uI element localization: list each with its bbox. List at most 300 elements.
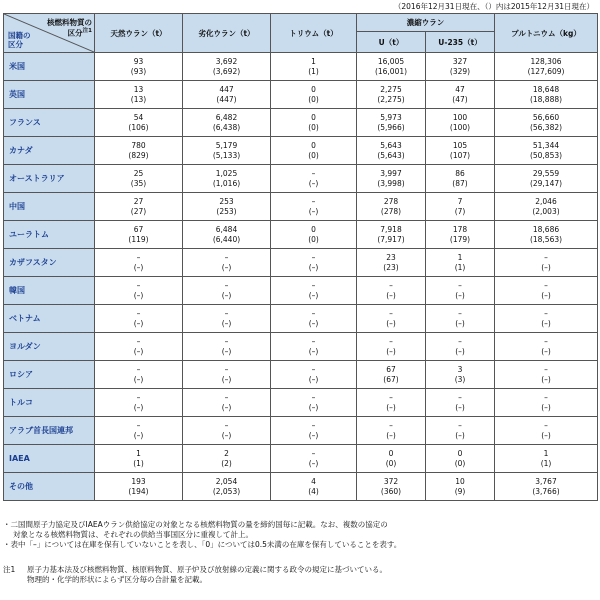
country-division-label: 国籍の 区分 (8, 31, 31, 49)
cell-plutonium (495, 109, 598, 137)
value-2015: (–) (133, 346, 144, 356)
value-2015: (–) (386, 430, 396, 440)
value-2016: 0 (388, 449, 394, 458)
value-2016: – (458, 309, 462, 318)
cell-u (357, 53, 426, 81)
note-1-label: 注1 (3, 565, 16, 574)
value-2015: (18,888) (529, 94, 563, 104)
value-2015: (4) (308, 486, 319, 496)
col-thorium: トリウム（t） (271, 14, 357, 53)
value-2016: 4 (311, 477, 316, 486)
value-2016: – (311, 309, 316, 318)
value-2016: – (311, 393, 316, 402)
value-2015: (1) (540, 458, 552, 468)
value-2016: 51,344 (532, 141, 560, 150)
cell-u (357, 221, 426, 249)
value-2016: – (544, 365, 548, 374)
cell-thorium (271, 445, 357, 473)
value-2015: (–) (541, 402, 551, 412)
value-2015: (179) (449, 234, 471, 244)
value-2016: 100 (452, 113, 468, 122)
table-row (4, 137, 598, 165)
table-row (4, 473, 598, 501)
value-2015: (56,382) (529, 122, 563, 132)
value-2015: (–) (541, 290, 551, 300)
cell-plutonium (495, 165, 598, 193)
value-2016: 0 (457, 449, 463, 458)
value-2016: 193 (131, 477, 146, 486)
cell-plutonium (495, 249, 598, 277)
cell-u235 (426, 249, 495, 277)
value-2016: – (136, 253, 141, 262)
row-country-label: アラブ首長国連邦 (4, 417, 95, 445)
value-2015: (–) (386, 346, 396, 356)
cell-u (357, 445, 426, 473)
value-2016: – (311, 253, 316, 262)
value-2016: – (458, 281, 462, 290)
value-2015: (–) (455, 318, 465, 328)
value-2015: (1,016) (212, 178, 241, 188)
row-country-label: 米国 (4, 53, 95, 81)
cell-depleted-uranium (183, 81, 271, 109)
row-country-label: ロシア (4, 361, 95, 389)
value-2016: – (458, 421, 462, 430)
cell-u235 (426, 109, 495, 137)
value-2015: (119) (128, 234, 149, 244)
cell-u235 (426, 81, 495, 109)
cell-natural-uranium (95, 445, 183, 473)
row-country-label: ベトナム (4, 305, 95, 333)
value-2015: (1) (454, 262, 466, 272)
value-2015: (447) (216, 94, 237, 104)
cell-u235 (426, 305, 495, 333)
value-2016: 327 (452, 57, 468, 66)
cell-plutonium (495, 193, 598, 221)
value-2015: (93) (130, 66, 147, 76)
value-2016: 67 (386, 365, 396, 374)
cell-natural-uranium (95, 361, 183, 389)
value-2016: – (136, 309, 141, 318)
cell-u235 (426, 333, 495, 361)
value-2015: (–) (308, 374, 319, 384)
value-2015: (6,440) (212, 234, 241, 244)
cell-thorium (271, 249, 357, 277)
table-row (4, 305, 598, 333)
value-2016: 0 (311, 225, 316, 234)
value-2015: (–) (221, 374, 232, 384)
cell-thorium (271, 305, 357, 333)
value-2015: (–) (386, 318, 396, 328)
value-2015: (–) (133, 374, 144, 384)
value-2015: (47) (452, 94, 468, 104)
cell-u (357, 389, 426, 417)
value-2015: (0) (308, 234, 319, 244)
value-2015: (2,053) (212, 486, 241, 496)
cell-thorium (271, 389, 357, 417)
cell-thorium (271, 109, 357, 137)
value-2016: 105 (452, 141, 468, 150)
cell-thorium (271, 417, 357, 445)
cell-depleted-uranium (183, 277, 271, 305)
cell-depleted-uranium (183, 417, 271, 445)
cell-thorium (271, 137, 357, 165)
value-2015: (18,563) (529, 234, 563, 244)
cell-u (357, 277, 426, 305)
value-2015: (829) (128, 150, 149, 160)
value-2015: (35) (130, 178, 147, 188)
table-row (4, 193, 598, 221)
value-2015: (360) (380, 486, 402, 496)
value-2015: (–) (386, 402, 396, 412)
table-row (4, 165, 598, 193)
value-2016: 1 (311, 57, 316, 66)
value-2016: – (224, 365, 229, 374)
cell-natural-uranium (95, 81, 183, 109)
value-2016: 56,660 (532, 113, 560, 122)
value-2016: 0 (311, 141, 316, 150)
value-2016: 7,918 (380, 225, 402, 234)
cell-u235 (426, 221, 495, 249)
cell-u235 (426, 277, 495, 305)
value-2016: 278 (383, 197, 399, 206)
row-country-label: 韓国 (4, 277, 95, 305)
value-2015: (2,003) (532, 206, 560, 216)
table-caption: （2016年12月31日現在、（）内は2015年12月31日現在） (393, 2, 594, 11)
cell-thorium (271, 473, 357, 501)
cell-depleted-uranium (183, 305, 271, 333)
value-2015: (1) (308, 66, 319, 76)
value-2015: (–) (308, 430, 319, 440)
cell-depleted-uranium (183, 193, 271, 221)
value-2016: 6,482 (215, 113, 238, 122)
value-2016: – (458, 337, 462, 346)
value-2016: – (136, 281, 141, 290)
col-depleted-uranium: 劣化ウラン（t） (183, 14, 271, 53)
value-2015: (0) (454, 458, 466, 468)
col-plutonium: プルトニウム（kg） (495, 14, 598, 53)
cell-depleted-uranium (183, 361, 271, 389)
cell-thorium (271, 165, 357, 193)
value-2015: (5,643) (377, 150, 405, 160)
cell-u (357, 137, 426, 165)
col-natural-uranium: 天然ウラン（t） (95, 14, 183, 53)
value-2015: (2) (221, 458, 232, 468)
cell-natural-uranium (95, 221, 183, 249)
value-2016: – (311, 281, 316, 290)
table-row (4, 417, 598, 445)
cell-plutonium (495, 361, 598, 389)
cell-u235 (426, 137, 495, 165)
value-2015: (50,853) (529, 150, 563, 160)
cell-depleted-uranium (183, 165, 271, 193)
value-2016: – (458, 393, 462, 402)
table-row (4, 109, 598, 137)
table-row (4, 389, 598, 417)
cell-natural-uranium (95, 473, 183, 501)
value-2016: 7 (457, 197, 463, 206)
table-row (4, 249, 598, 277)
value-2015: (–) (455, 290, 465, 300)
cell-u (357, 193, 426, 221)
col-enriched-uranium: 濃縮ウラン (357, 14, 495, 32)
value-2015: (–) (308, 458, 319, 468)
value-2016: 23 (386, 253, 396, 262)
cell-plutonium (495, 221, 598, 249)
value-2015: (3) (454, 374, 466, 384)
value-2016: 3,767 (535, 477, 557, 486)
value-2016: – (544, 393, 548, 402)
value-2016: – (224, 281, 229, 290)
value-2016: 6,484 (215, 225, 238, 234)
note-mark: 注1 (82, 28, 92, 34)
row-country-label: 中国 (4, 193, 95, 221)
table-row (4, 81, 598, 109)
value-2015: (–) (308, 318, 319, 328)
cell-depleted-uranium (183, 249, 271, 277)
cell-u235 (426, 53, 495, 81)
cell-thorium (271, 53, 357, 81)
cell-thorium (271, 277, 357, 305)
value-2016: 5,643 (380, 141, 402, 150)
value-2015: (0) (385, 458, 397, 468)
table-row (4, 445, 598, 473)
note-bullet-1-cont: 対象となる核燃料物質は、それぞれの供給当事国区分に重複して計上。 (13, 530, 253, 539)
value-2016: 29,559 (532, 169, 560, 178)
value-2015: (16,001) (374, 66, 408, 76)
note-1 (3, 565, 597, 575)
value-2015: (–) (133, 262, 144, 272)
cell-natural-uranium (95, 389, 183, 417)
table-row (4, 53, 598, 81)
value-2015: (2,275) (377, 94, 405, 104)
row-country-label: オーストラリア (4, 165, 95, 193)
header-corner-cell (4, 14, 95, 53)
value-2016: 3,692 (215, 57, 238, 66)
value-2016: – (389, 393, 393, 402)
value-2016: – (389, 281, 393, 290)
value-2016: 253 (219, 197, 234, 206)
value-2015: (100) (449, 122, 471, 132)
value-2016: – (311, 197, 316, 206)
value-2016: 1 (543, 449, 549, 458)
value-2015: (13) (130, 94, 147, 104)
cell-u235 (426, 445, 495, 473)
value-2015: (–) (541, 430, 551, 440)
cell-natural-uranium (95, 193, 183, 221)
value-2015: (–) (133, 318, 144, 328)
cell-u (357, 361, 426, 389)
cell-depleted-uranium (183, 221, 271, 249)
value-2016: – (224, 393, 229, 402)
value-2016: 2,046 (535, 197, 557, 206)
table-row (4, 361, 598, 389)
cell-thorium (271, 361, 357, 389)
value-2016: 2,054 (215, 477, 238, 486)
row-country-label: カナダ (4, 137, 95, 165)
value-2015: (–) (308, 178, 319, 188)
cell-natural-uranium (95, 249, 183, 277)
value-2016: – (389, 309, 393, 318)
value-2016: 2 (224, 449, 229, 458)
cell-natural-uranium (95, 53, 183, 81)
value-2016: 13 (133, 85, 144, 94)
value-2015: (5,133) (212, 150, 241, 160)
cell-thorium (271, 333, 357, 361)
value-2016: 67 (133, 225, 144, 234)
value-2015: (–) (308, 206, 319, 216)
table-row (4, 277, 598, 305)
value-2016: – (544, 309, 548, 318)
value-2015: (67) (383, 374, 399, 384)
value-2016: 3,997 (380, 169, 402, 178)
cell-natural-uranium (95, 165, 183, 193)
cell-plutonium (495, 389, 598, 417)
value-2015: (–) (133, 290, 144, 300)
value-2015: (–) (221, 262, 232, 272)
col-u: U（t） (357, 32, 426, 53)
value-2016: 5,973 (380, 113, 402, 122)
cell-depleted-uranium (183, 137, 271, 165)
note-1-text: 原子力基本法及び核燃料物質、核原料物質、原子炉及び放射線の定義に関する政令の規定に基づいている。 (27, 565, 387, 574)
cell-depleted-uranium (183, 333, 271, 361)
row-country-label: カザフスタン (4, 249, 95, 277)
value-2016: 10 (455, 477, 465, 486)
cell-depleted-uranium (183, 109, 271, 137)
cell-u235 (426, 361, 495, 389)
value-2016: 1,025 (215, 169, 238, 178)
value-2015: (–) (308, 290, 319, 300)
value-2016: – (544, 337, 548, 346)
value-2016: – (544, 253, 548, 262)
value-2015: (3,998) (377, 178, 405, 188)
value-2016: – (311, 169, 316, 178)
value-2016: 780 (131, 141, 146, 150)
value-2016: 447 (219, 85, 234, 94)
value-2015: (106) (128, 122, 149, 132)
value-2016: 16,005 (377, 57, 405, 66)
value-2015: (253) (216, 206, 237, 216)
value-2016: – (136, 365, 141, 374)
value-2016: 128,306 (530, 57, 562, 66)
value-2015: (–) (308, 262, 319, 272)
row-country-label: 英国 (4, 81, 95, 109)
value-2015: (–) (455, 430, 465, 440)
value-2016: – (311, 421, 316, 430)
cell-plutonium (495, 473, 598, 501)
cell-u (357, 417, 426, 445)
cell-thorium (271, 81, 357, 109)
value-2015: (–) (221, 290, 232, 300)
table-row (4, 221, 598, 249)
value-2016: – (136, 393, 141, 402)
value-2015: (–) (386, 290, 396, 300)
row-country-label: その他 (4, 473, 95, 501)
footnotes (3, 520, 597, 585)
nuclear-material-table (3, 13, 598, 501)
value-2015: (7,917) (377, 234, 405, 244)
value-2016: 0 (311, 113, 316, 122)
value-2016: – (311, 365, 316, 374)
cell-u (357, 333, 426, 361)
value-2016: 27 (133, 197, 144, 206)
value-2016: – (389, 337, 393, 346)
cell-depleted-uranium (183, 389, 271, 417)
value-2016: – (544, 281, 548, 290)
cell-u235 (426, 389, 495, 417)
value-2015: (–) (221, 318, 232, 328)
note-bullet-1: ・二国間原子力協定及びIAEAウラン供給協定の対象となる核燃料物質の量を締約国毎に記載。なお、複数の協定の (3, 520, 388, 529)
value-2016: 3 (457, 365, 463, 374)
value-2015: (23) (383, 262, 399, 272)
cell-depleted-uranium (183, 473, 271, 501)
value-2015: (0) (308, 94, 319, 104)
row-country-label: ヨルダン (4, 333, 95, 361)
cell-thorium (271, 221, 357, 249)
value-2016: 1 (136, 449, 141, 458)
value-2015: (29,147) (529, 178, 563, 188)
value-2015: (–) (221, 346, 232, 356)
value-2016: 2,275 (380, 85, 402, 94)
value-2015: (7) (454, 206, 466, 216)
value-2015: (–) (541, 346, 551, 356)
cell-natural-uranium (95, 137, 183, 165)
value-2016: 18,648 (532, 85, 560, 94)
row-country-label: ユーラトム (4, 221, 95, 249)
cell-u (357, 165, 426, 193)
cell-thorium (271, 193, 357, 221)
cell-u (357, 81, 426, 109)
cell-u235 (426, 417, 495, 445)
note-bullet-2: ・表中「–」については在庫を保有していないことを表し、「0」については0.5未満の在庫を保有していることを表す。 (3, 540, 402, 549)
value-2015: (–) (455, 402, 465, 412)
value-2016: 86 (455, 169, 465, 178)
value-2015: (–) (133, 402, 144, 412)
cell-plutonium (495, 333, 598, 361)
value-2016: 0 (311, 85, 316, 94)
cell-natural-uranium (95, 109, 183, 137)
cell-plutonium (495, 417, 598, 445)
value-2016: 178 (452, 225, 468, 234)
cell-u (357, 109, 426, 137)
value-2016: 372 (383, 477, 399, 486)
value-2015: (0) (308, 122, 319, 132)
value-2015: (87) (452, 178, 468, 188)
row-country-label: IAEA (4, 445, 95, 473)
cell-natural-uranium (95, 417, 183, 445)
value-2015: (5,966) (377, 122, 405, 132)
value-2015: (0) (308, 150, 319, 160)
value-2015: (–) (541, 374, 551, 384)
cell-depleted-uranium (183, 53, 271, 81)
row-country-label: トルコ (4, 389, 95, 417)
material-division-label: 核燃料物質の 区分$^{注1}$ (47, 18, 92, 38)
cell-u235 (426, 165, 495, 193)
cell-natural-uranium (95, 333, 183, 361)
value-2015: (278) (380, 206, 402, 216)
cell-plutonium (495, 53, 598, 81)
value-2016: 25 (133, 169, 144, 178)
value-2016: – (311, 449, 316, 458)
value-2016: – (311, 337, 316, 346)
value-2015: (–) (455, 346, 465, 356)
cell-plutonium (495, 305, 598, 333)
cell-natural-uranium (95, 277, 183, 305)
value-2015: (27) (130, 206, 147, 216)
value-2015: (–) (221, 402, 232, 412)
cell-u (357, 473, 426, 501)
cell-plutonium (495, 277, 598, 305)
value-2016: 93 (133, 57, 144, 66)
